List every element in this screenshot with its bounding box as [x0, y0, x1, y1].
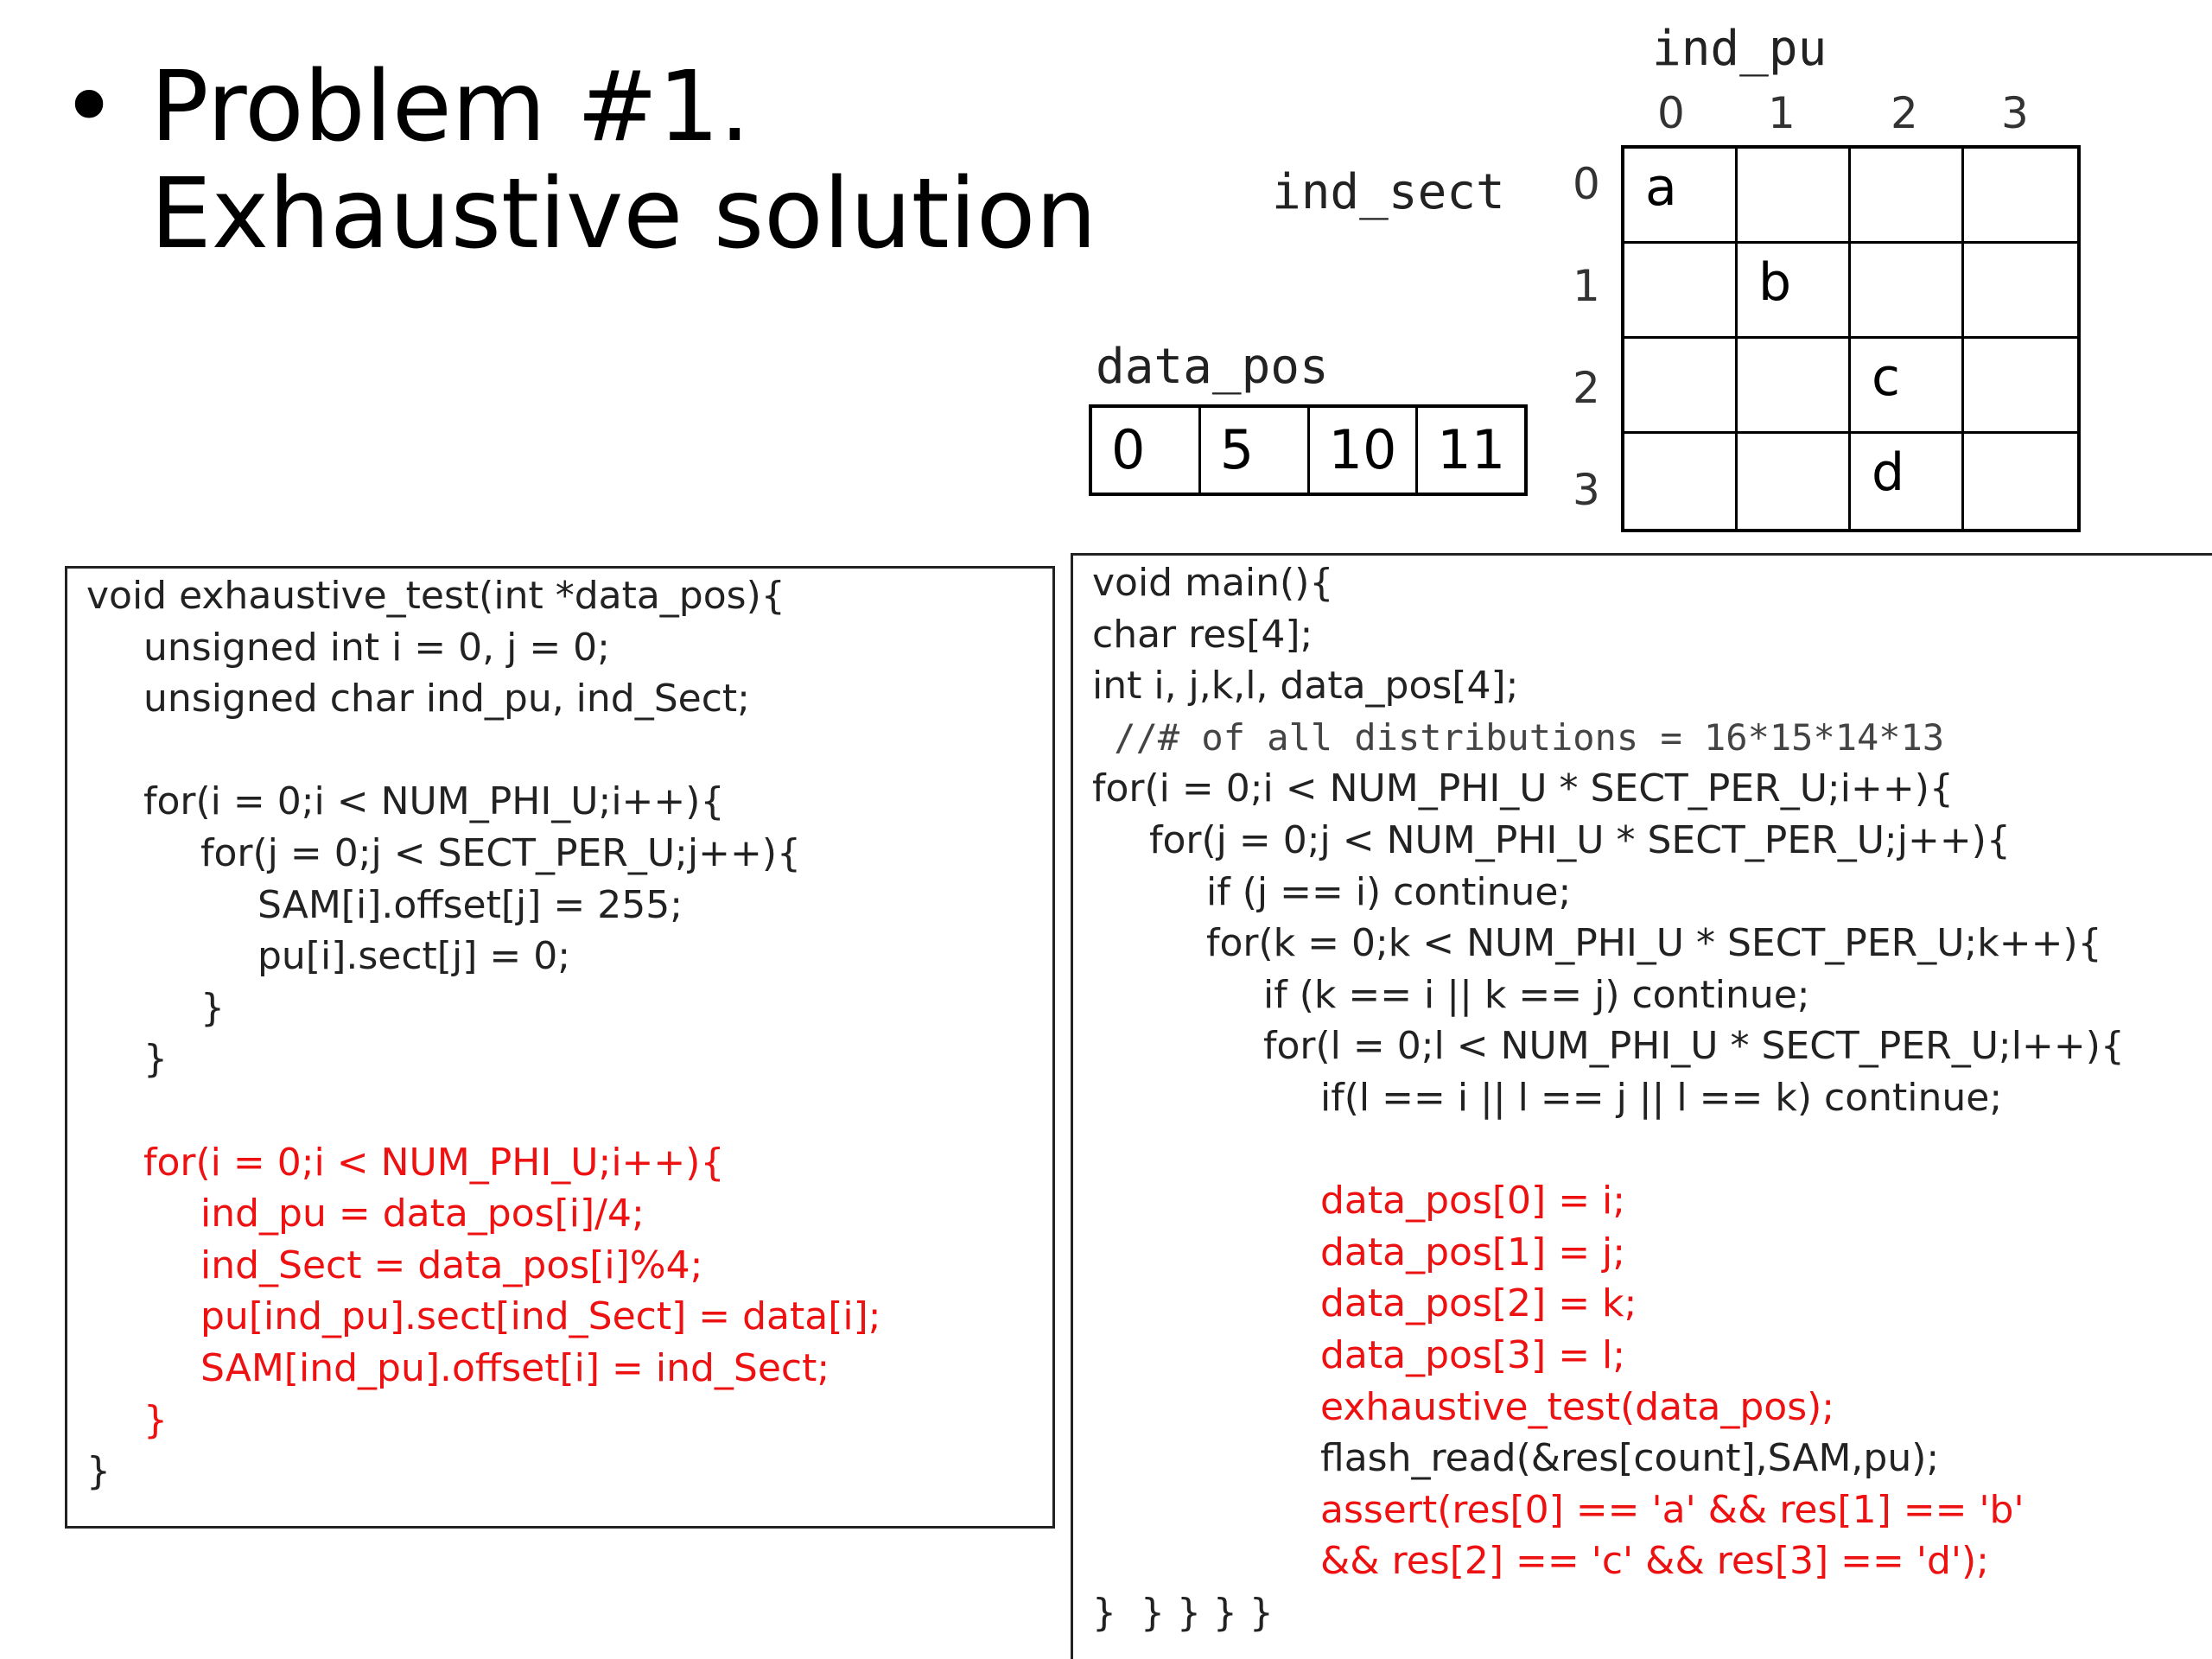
grid-cell: [1624, 244, 1738, 339]
data-pos-cell: 5: [1201, 408, 1310, 493]
grid-cell: a: [1624, 149, 1738, 244]
title-line-2: Exhaustive solution: [150, 158, 1097, 270]
grid-cell: d: [1851, 434, 1964, 529]
code-line: if (k == i || k == j) continue;: [1263, 972, 1810, 1017]
grid-cell: [1738, 339, 1851, 434]
code-line: data_pos[0] = i;: [1320, 1179, 1626, 1224]
code-line: void main(){: [1092, 561, 1334, 605]
code-line: char res[4];: [1092, 612, 1313, 657]
code-line: if (j == i) continue;: [1206, 869, 1572, 914]
code-line: }: [143, 1037, 168, 1082]
ind-pu-label: ind_pu: [1652, 21, 1827, 77]
code-line: SAM[i].offset[j] = 255;: [257, 882, 683, 927]
code-line: }: [86, 1449, 111, 1494]
col-index-3: 3: [2001, 88, 2029, 138]
row-index-3: 3: [1573, 465, 1600, 515]
data-pos-cell: 11: [1437, 418, 1506, 481]
grid-cell: [1624, 339, 1738, 434]
code-line: data_pos[3] = l;: [1320, 1333, 1626, 1377]
code-line: if(l == i || l == j || l == k) continue;: [1320, 1076, 2003, 1120]
code-line: exhaustive_test(data_pos);: [1320, 1384, 1835, 1429]
code-line: for(j = 0;j < NUM_PHI_U * SECT_PER_U;j++){: [1149, 818, 2011, 862]
title-line-1: Problem #1.: [150, 51, 751, 163]
code-line: void exhaustive_test(int *data_pos){: [86, 574, 785, 618]
grid-cell: b: [1738, 244, 1851, 339]
sector-grid: [1621, 145, 2081, 532]
grid-cell: [1964, 149, 2077, 244]
code-line: }: [200, 985, 225, 1030]
col-index-2: 2: [1891, 88, 1918, 138]
code-line: for(j = 0;j < SECT_PER_U;j++){: [200, 831, 801, 875]
code-line: for(k = 0;k < NUM_PHI_U * SECT_PER_U;k++){: [1206, 921, 2102, 966]
grid-cell: [1964, 434, 2077, 529]
code-line: data_pos[1] = j;: [1320, 1230, 1626, 1274]
code-line: } } } } }: [1092, 1591, 1274, 1635]
grid-cell: [1851, 149, 1964, 244]
grid-cell: [1624, 434, 1738, 529]
code-line: //# of all distributions = 16*15*14*13: [1092, 715, 1945, 759]
grid-cell: [1851, 244, 1964, 339]
left-code-box: [65, 566, 1055, 1529]
code-line: assert(res[0] == 'a' && res[1] == 'b': [1320, 1487, 2024, 1532]
row-index-0: 0: [1573, 159, 1600, 209]
right-code-box: [1071, 553, 2212, 1659]
col-index-1: 1: [1768, 88, 1796, 138]
grid-cell: [1738, 434, 1851, 529]
code-line: }: [143, 1397, 168, 1442]
code-line: pu[i].sect[j] = 0;: [257, 934, 571, 979]
code-line: data_pos[2] = k;: [1320, 1281, 1637, 1326]
code-line: unsigned char ind_pu, ind_Sect;: [143, 677, 750, 721]
data-pos-cell: 0: [1092, 408, 1201, 493]
code-line: SAM[ind_pu].offset[i] = ind_Sect;: [200, 1346, 830, 1390]
grid-cell: [1964, 339, 2077, 434]
bullet-point: •: [60, 51, 118, 163]
ind-sect-label: ind_sect: [1272, 164, 1505, 220]
code-line: for(l = 0;l < NUM_PHI_U * SECT_PER_U;l++){: [1263, 1024, 2125, 1069]
code-line: int i, j,k,l, data_pos[4];: [1092, 664, 1519, 709]
code-line: ind_Sect = data_pos[i]%4;: [200, 1243, 703, 1287]
row-index-2: 2: [1573, 363, 1600, 413]
code-line: ind_pu = data_pos[i]/4;: [200, 1192, 645, 1236]
code-line: && res[2] == 'c' && res[3] == 'd');: [1320, 1539, 1989, 1584]
row-index-1: 1: [1573, 261, 1600, 311]
grid-cell: [1738, 149, 1851, 244]
data-pos-array: [1089, 404, 1528, 496]
grid-cell: [1964, 244, 2077, 339]
code-line: flash_read(&res[count],SAM,pu);: [1320, 1436, 1940, 1481]
data-pos-cell: 10: [1310, 408, 1419, 493]
data-pos-label: data_pos: [1096, 339, 1329, 395]
grid-cell: c: [1851, 339, 1964, 434]
code-line: for(i = 0;i < NUM_PHI_U;i++){: [143, 1140, 725, 1185]
code-line: for(i = 0;i < NUM_PHI_U;i++){: [143, 779, 725, 824]
code-line: unsigned int i = 0, j = 0;: [143, 625, 610, 670]
code-line: pu[ind_pu].sect[ind_Sect] = data[i];: [200, 1294, 881, 1339]
col-index-0: 0: [1657, 88, 1685, 138]
code-line: for(i = 0;i < NUM_PHI_U * SECT_PER_U;i++){: [1092, 766, 1954, 811]
